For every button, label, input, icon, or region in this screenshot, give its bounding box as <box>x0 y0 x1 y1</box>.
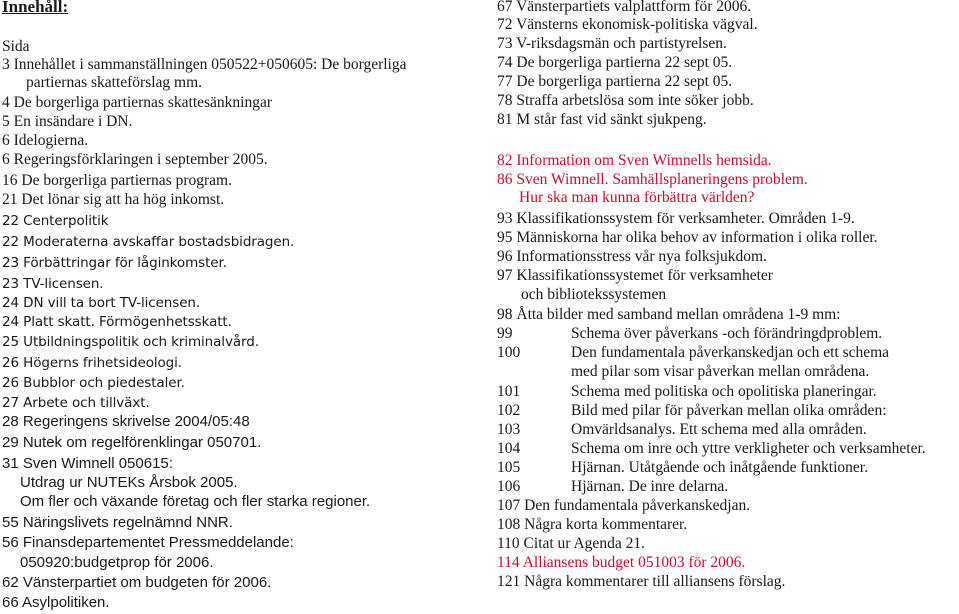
toc-entry: 110 Citat ur Agenda 21. <box>497 535 645 552</box>
toc-entry: Om fler och växande företag och fler starka regioner. <box>20 493 371 510</box>
toc-entry-link[interactable]: Hur ska man kunna förbättra världen? <box>519 189 755 206</box>
toc-entry: 56 Finansdepartementet Pressmeddelande: <box>2 534 294 551</box>
table-row <box>497 440 957 458</box>
row-number: 99 <box>497 325 513 342</box>
toc-entry: 74 De borgerliga partierna 22 sept 05. <box>497 54 733 71</box>
row-number: 102 <box>497 402 521 419</box>
toc-entry: 78 Straffa arbetslösa som inte söker jobb. <box>497 92 754 109</box>
toc-entry: 24 Platt skatt. Förmögenhetsskatt. <box>2 314 232 330</box>
toc-entry: 108 Några korta kommentarer. <box>497 516 688 533</box>
toc-entry: 26 Bubblor och piedestaler. <box>2 375 185 391</box>
toc-entry: 6 Regeringsförklaringen i september 2005. <box>2 151 268 168</box>
toc-entry: 21 Det lönar sig att ha hög inkomst. <box>2 191 225 208</box>
toc-entry: 73 V-riksdagsmän och partistyrelsen. <box>497 35 727 52</box>
toc-entry: 16 De borgerliga partiernas program. <box>2 172 232 189</box>
toc-entry: 24 DN vill ta bort TV-licensen. <box>2 295 201 311</box>
row-text: Den fundamentala påverkanskedjan och ett schema <box>571 344 890 361</box>
toc-entry-link[interactable]: 114 Alliansens budget 051003 för 2006. <box>497 554 746 571</box>
toc-entry: 4 De borgerliga partiernas skattesänkningar <box>2 94 273 111</box>
row-number: 103 <box>497 421 521 438</box>
table-row <box>497 459 957 477</box>
toc-entry: 26 Högerns frihetsideologi. <box>2 355 182 371</box>
toc-entry: 5 En insändare i DN. <box>2 113 133 130</box>
row-text: med pilar som visar påverkan mellan områdena. <box>571 363 870 380</box>
toc-entry: 25 Utbildningspolitik och kriminalvård. <box>2 334 259 350</box>
row-text: Omvärldsanalys. Ett schema med alla områden. <box>571 421 867 438</box>
toc-entry: 62 Vänsterpartiet om budgeten för 2006. <box>2 574 272 591</box>
row-number: 101 <box>497 383 521 400</box>
row-text: Schema om inre och yttre verkligheter och verksamheter. <box>571 440 926 457</box>
toc-entry: 72 Vänsterns ekonomisk-politiska vägval. <box>497 16 758 33</box>
toc-entry: 55 Näringslivets regelnämnd NNR. <box>2 514 233 531</box>
toc-entry: 81 M står fast vid sänkt sjukpeng. <box>497 111 707 128</box>
row-text: Schema med politiska och opolitiska planeringar. <box>571 383 877 400</box>
sida-label: Sida <box>2 38 30 55</box>
toc-entry: 98 Åtta bilder med samband mellan områdena 1-9 mm: <box>497 306 841 323</box>
toc-entry: 23 Förbättringar för låginkomster. <box>2 255 227 271</box>
table-row <box>497 421 957 439</box>
toc-entry: Utdrag ur NUTEKs Årsbok 2005. <box>20 474 238 491</box>
toc-entry: 93 Klassifikationssystem för verksamheter. Områden 1-9. <box>497 210 855 227</box>
toc-entry: 6 Idelogierna. <box>2 132 89 149</box>
table-row <box>497 478 957 496</box>
toc-entry-link[interactable]: 86 Sven Wimnell. Samhällsplaneringens problem. <box>497 171 808 188</box>
toc-entry: 77 De borgerliga partierna 22 sept 05. <box>497 73 733 90</box>
row-number: 104 <box>497 440 521 457</box>
row-text: Schema över påverkans -och förändringdproblem. <box>571 325 883 342</box>
toc-entry: 67 Vänsterpartiets valplattform för 2006. <box>497 0 752 15</box>
toc-entry-link[interactable]: 82 Information om Sven Wimnells hemsida. <box>497 152 772 169</box>
toc-entry: 31 Sven Wimnell 050615: <box>2 455 173 472</box>
table-row <box>497 325 957 343</box>
table-row <box>497 383 957 401</box>
toc-entry: 97 Klassifikationssystemet för verksamheter <box>497 267 773 284</box>
heading: Innehåll: <box>2 0 69 16</box>
row-number: 106 <box>497 478 521 495</box>
toc-entry: 22 Moderaterna avskaffar bostadsbidragen. <box>2 234 295 250</box>
toc-entry: 050920:budgetprop för 2006. <box>20 554 214 571</box>
table-row <box>497 363 957 381</box>
toc-entry: 107 Den fundamentala påverkanskedjan. <box>497 497 751 514</box>
toc-entry: och bibliotekssystemen <box>521 286 667 303</box>
toc-entry: 121 Några kommentarer till alliansens förslag. <box>497 573 786 590</box>
table-row <box>497 402 957 420</box>
toc-entry: 95 Människorna har olika behov av information i olika roller. <box>497 229 878 246</box>
row-text: Hjärnan. De inre delarna. <box>571 478 729 495</box>
toc-entry: 66 Asylpolitiken. <box>2 594 110 611</box>
row-text: Bild med pilar för påverkan mellan olika områden: <box>571 402 887 419</box>
row-number: 100 <box>497 344 521 361</box>
toc-entry: 29 Nutek om regelförenklingar 050701. <box>2 434 262 451</box>
row-text: Hjärnan. Utåtgående och inåtgående funktioner. <box>571 459 868 476</box>
toc-entry: 22 Centerpolitik <box>2 213 109 229</box>
toc-entry: 3 Innehållet i sammanställningen 050522+050605: De borgerliga <box>2 56 407 73</box>
toc-entry: 96 Informationsstress vår nya folksjukdom. <box>497 248 767 265</box>
toc-entry: 28 Regeringens skrivelse 2004/05:48 <box>2 413 250 430</box>
row-number: 105 <box>497 459 521 476</box>
toc-entry: 23 TV-licensen. <box>2 276 104 292</box>
toc-entry: partiernas skatteförslag mm. <box>26 74 203 91</box>
toc-entry: 27 Arbete och tillväxt. <box>2 395 150 411</box>
table-row <box>497 344 957 362</box>
